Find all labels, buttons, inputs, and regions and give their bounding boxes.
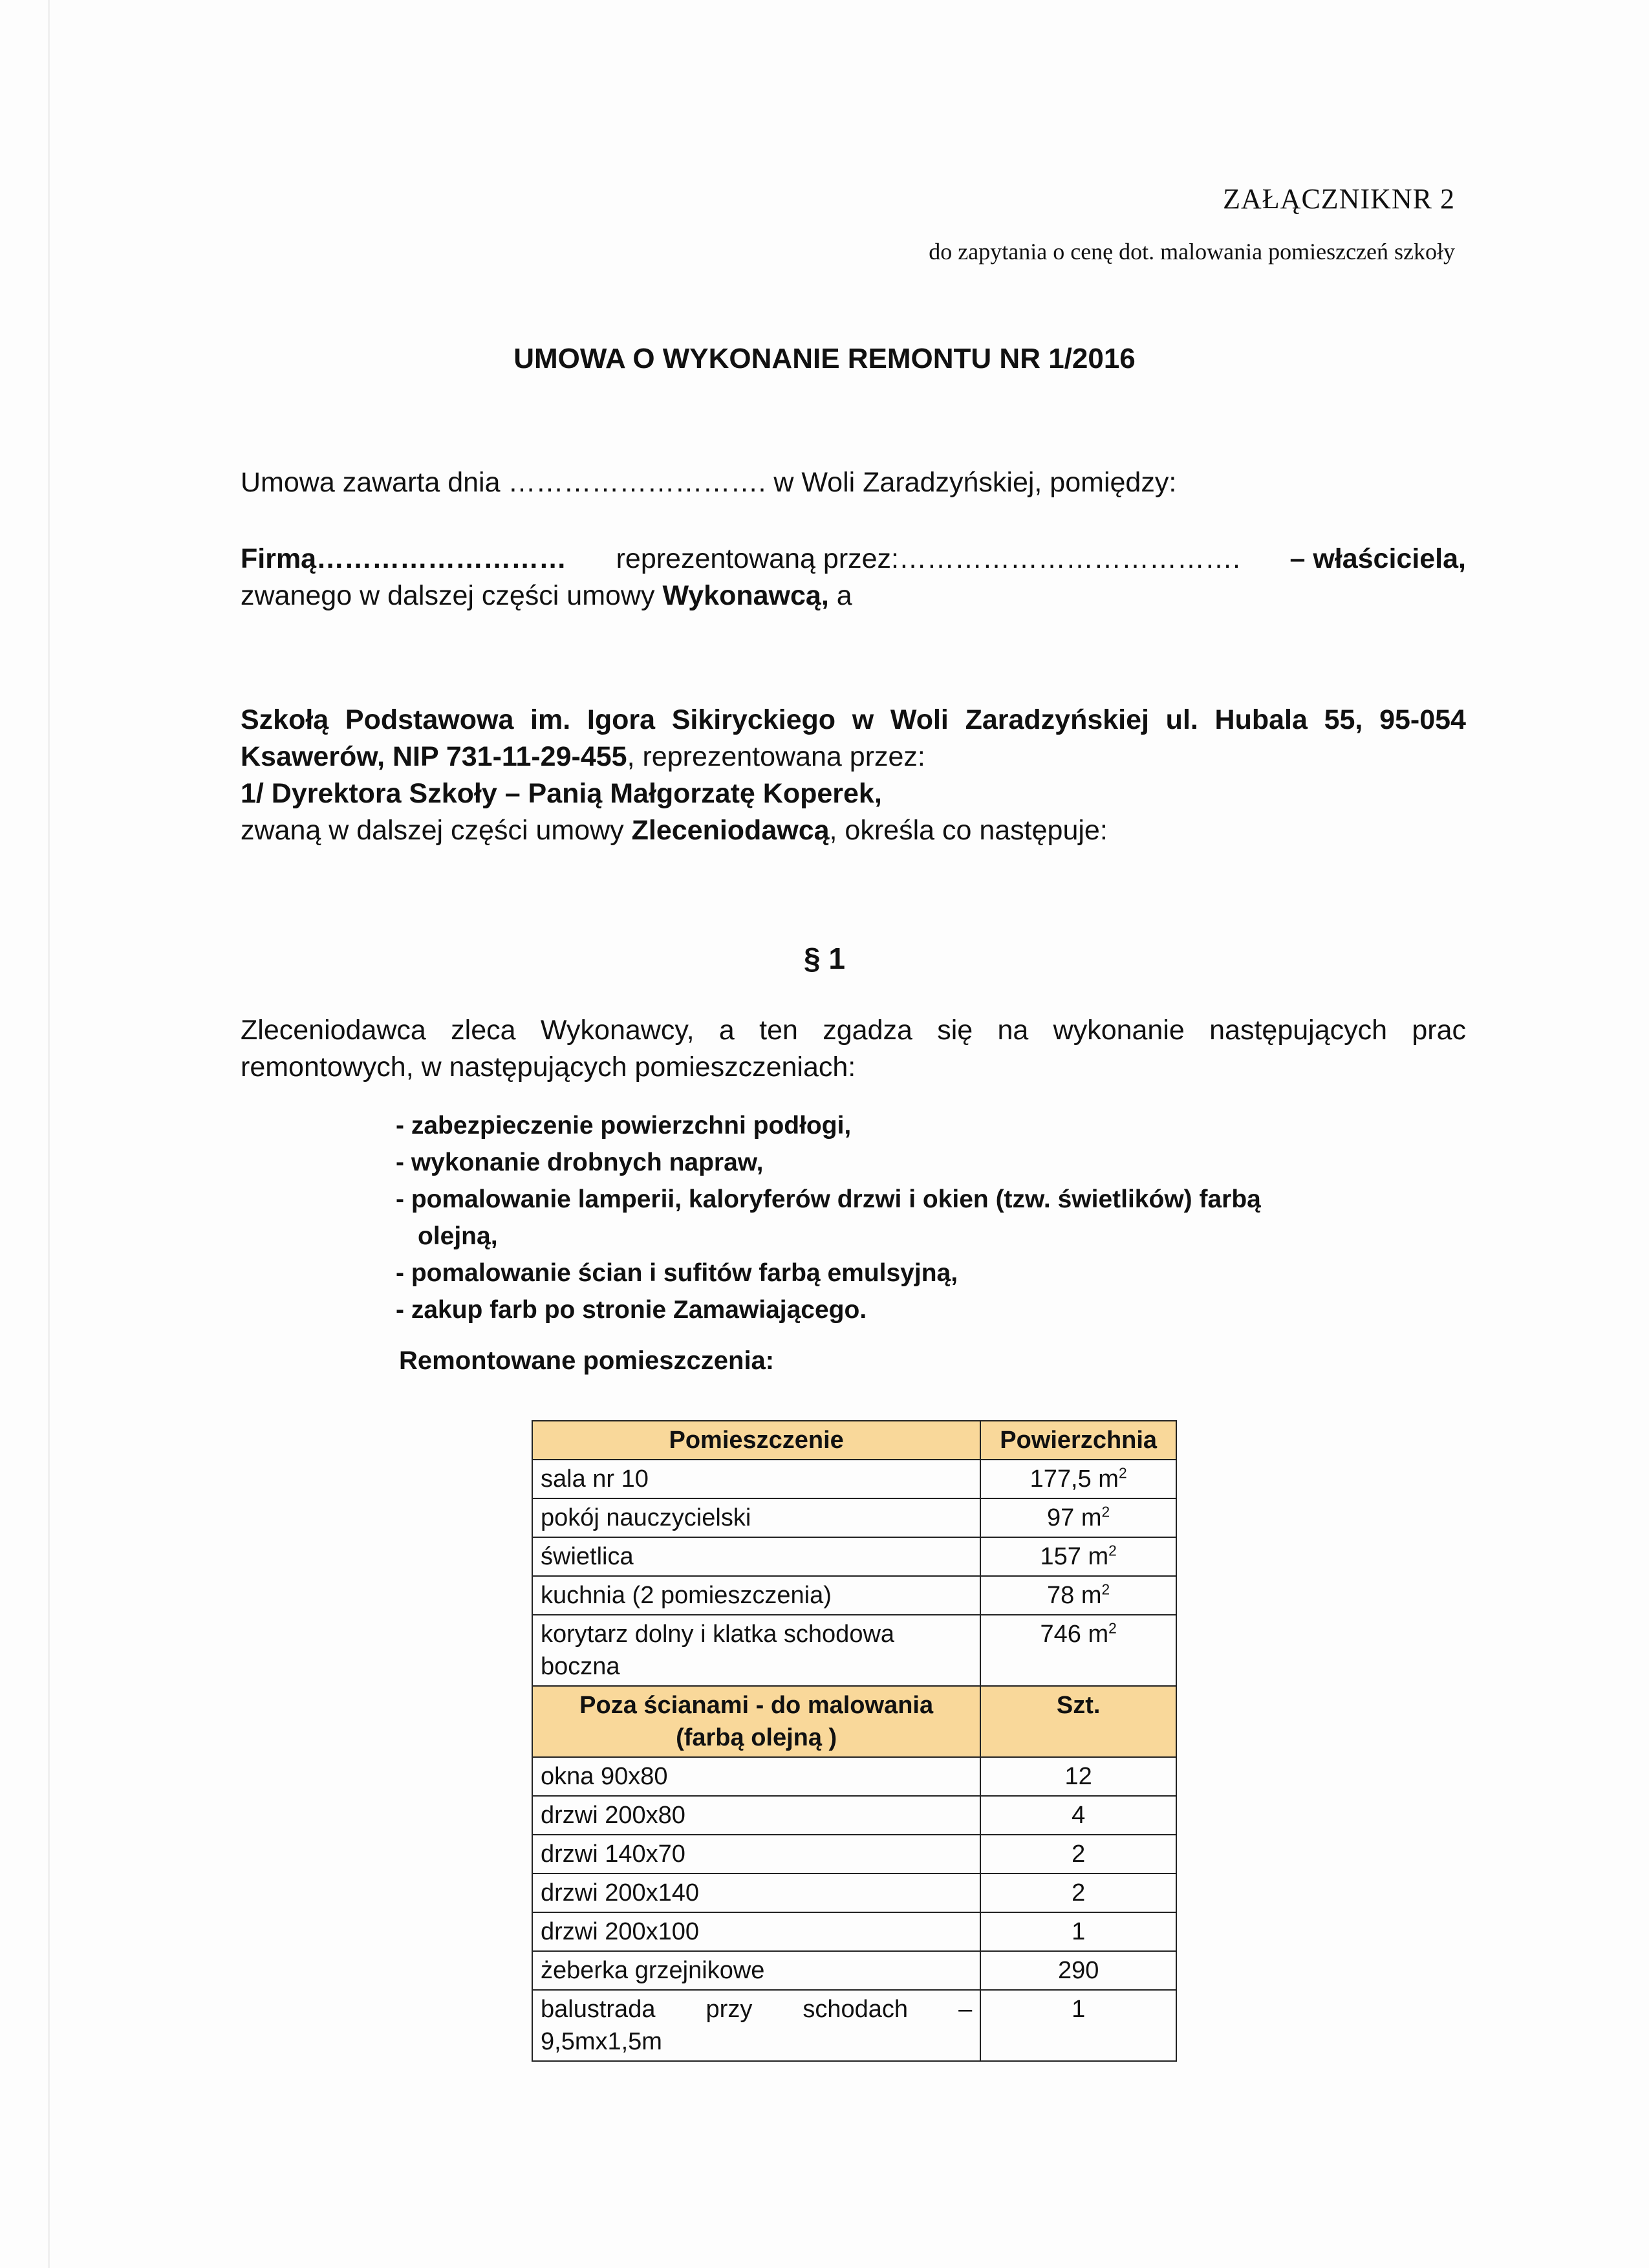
column-header-items (532, 1686, 980, 1757)
room-name: świetlica (532, 1537, 980, 1576)
attachment-title: ZAŁĄCZNIKNR 2 (1223, 183, 1455, 215)
item-name: okna 90x80 (532, 1757, 980, 1796)
item-name-line-1: balustrada przy schodach – (541, 1996, 973, 2023)
client-paragraph (241, 702, 1466, 849)
table-row (532, 1951, 1176, 1990)
table-row (532, 1990, 1176, 2061)
item-name (532, 1990, 980, 2061)
client-word: ul. (1165, 704, 1198, 735)
item-qty: 2 (980, 1874, 1176, 1912)
item-qty: 1 (980, 1990, 1176, 2061)
list-item: olejną, (418, 1222, 498, 1250)
contractor-designation: Wykonawcą, (662, 580, 829, 611)
contractor-line-1 (241, 541, 1466, 578)
column-header-area: Powierzchnia (980, 1421, 1176, 1460)
client-word: im. (530, 704, 571, 735)
table-row (532, 1757, 1176, 1796)
client-word: Szkołą (241, 704, 329, 735)
work-list (396, 1107, 1405, 1328)
room-area: 78 $m^2$ (980, 1576, 1176, 1615)
client-word: Igora (587, 704, 656, 735)
rooms-heading: Remontowane pomieszczenia: (399, 1346, 775, 1375)
table-row (532, 1874, 1176, 1912)
room-name: korytarz dolny i klatka schodowa boczna (532, 1615, 980, 1686)
table-row (532, 1912, 1176, 1951)
client-word: 55, (1324, 704, 1363, 735)
client-designation-text: zwaną w dalszej części umowy (241, 815, 624, 846)
contractor-paragraph (241, 541, 1466, 614)
column-header-room: Pomieszczenie (532, 1421, 980, 1460)
client-word: Podstawowa (345, 704, 514, 735)
contractor-designation-text: zwanego w dalszej części umowy (241, 580, 655, 611)
list-item: - pomalowanie ścian i sufitów farbą emulsyjną, (396, 1259, 958, 1287)
rooms-table (532, 1420, 1177, 2062)
table-subheader-row (532, 1686, 1176, 1757)
client-address-nip: Ksawerów, NIP 731-11-29-455 (241, 741, 627, 772)
item-name: drzwi 200x80 (532, 1796, 980, 1835)
item-name-line-2: 9,5mx1,5m (541, 2028, 662, 2055)
room-area: 157 $m^2$ (980, 1537, 1176, 1576)
items-header-line-1: Poza ścianami - do malowania (579, 1692, 934, 1719)
table-header-row (532, 1421, 1176, 1460)
table-row (532, 1796, 1176, 1835)
client-word: Zaradzyńskiej (965, 704, 1149, 735)
contract-concluded-line (241, 464, 1466, 501)
table-row (532, 1615, 1176, 1686)
client-word: Woli (890, 704, 949, 735)
concluded-suffix: w Woli Zaradzyńskiej, pomiędzy: (773, 467, 1177, 498)
intro-line-2: remontowych, w następujących pomieszczeniach: (241, 1052, 856, 1083)
table-row (532, 1537, 1176, 1576)
room-name: sala nr 10 (532, 1460, 980, 1498)
contractor-line-2 (241, 578, 1466, 614)
list-item: - zakup farb po stronie Zamawiającego. (396, 1296, 867, 1324)
client-designation: Zleceniodawcą (631, 815, 830, 846)
item-name: drzwi 200x140 (532, 1874, 980, 1912)
client-line-2 (241, 739, 1466, 775)
client-word: w (852, 704, 874, 735)
client-designation-suffix: , określa co następuje: (829, 815, 1108, 846)
client-line-4 (241, 812, 1466, 849)
client-word: 95-054 (1379, 704, 1466, 735)
room-name: kuchnia (2 pomieszczenia) (532, 1576, 980, 1615)
table-row (532, 1835, 1176, 1874)
client-word: Sikiryckiego (671, 704, 836, 735)
representative-dots: ………………………………. (899, 543, 1240, 574)
list-item: - zabezpieczenie powierzchni podłogi, (396, 1112, 852, 1139)
room-area: 746 $m^2$ (980, 1615, 1176, 1686)
item-name: drzwi 200x100 (532, 1912, 980, 1951)
table-row (532, 1576, 1176, 1615)
item-qty: 2 (980, 1835, 1176, 1874)
client-word: Hubala (1214, 704, 1308, 735)
owner-label: – właściciela, (1289, 543, 1466, 574)
room-area: 177,5 $m^2$ (980, 1460, 1176, 1498)
list-item: - wykonanie drobnych napraw, (396, 1149, 764, 1176)
column-header-qty: Szt. (980, 1686, 1176, 1757)
section-1-intro (241, 1012, 1466, 1086)
list-item: - pomalowanie lamperii, kaloryferów drzwi i okien (tzw. świetlików) farbą (396, 1185, 1261, 1213)
item-qty: 1 (980, 1912, 1176, 1951)
intro-line-1: Zleceniodawca zleca Wykonawcy, a ten zgadza się na wykonanie następujących prac (241, 1015, 1466, 1046)
item-name: drzwi 140x70 (532, 1835, 980, 1874)
contract-title: UMOWA O WYKONANIE REMONTU NR 1/2016 (513, 343, 1136, 374)
room-name: pokój nauczycielski (532, 1498, 980, 1537)
scan-margin-shadow (48, 0, 50, 2268)
item-qty: 4 (980, 1796, 1176, 1835)
firm-name-dots: ……………………… (316, 543, 567, 574)
table-row (532, 1498, 1176, 1537)
item-qty: 12 (980, 1757, 1176, 1796)
represented-by-label: reprezentowaną przez: (616, 543, 900, 574)
conjunction-text: a (836, 580, 852, 611)
section-1-title: § 1 (804, 942, 845, 975)
attachment-subtitle: do zapytania o cenę dot. malowania pomieszczeń szkoły (929, 239, 1455, 265)
items-header-line-2: (farbą olejną ) (676, 1724, 837, 1751)
client-director: 1/ Dyrektora Szkoły – Panią Małgorzatę Koperek, (241, 778, 882, 809)
client-represented-by: , reprezentowana przez: (627, 741, 925, 772)
concluded-prefix: Umowa zawarta dnia (241, 467, 501, 498)
table-row (532, 1460, 1176, 1498)
item-qty: 290 (980, 1951, 1176, 1990)
item-name: żeberka grzejnikowe (532, 1951, 980, 1990)
date-placeholder-dots: ………………………. (508, 467, 766, 498)
client-line-1 (241, 702, 1466, 739)
room-area: 97 $m^2$ (980, 1498, 1176, 1537)
firm-label: Firmą (241, 543, 317, 574)
